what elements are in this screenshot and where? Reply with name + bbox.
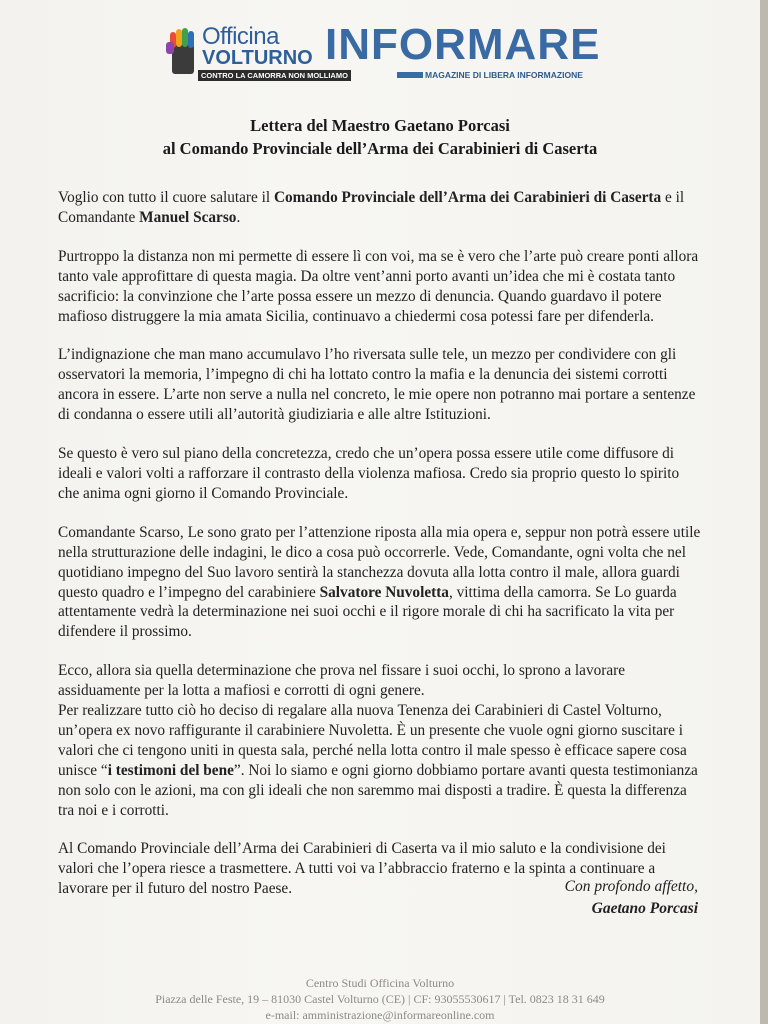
informare-logo [325, 20, 603, 84]
background-edge [760, 0, 768, 1024]
title-line-1: Lettera del Maestro Gaetano Porcasi [250, 116, 510, 135]
paragraph-2: Purtroppo la distanza non mi permette di essere lì con voi, ma se è vero che l’arte può creare ponti allora tanto vale approfittare di questa magia. Da oltre vent’anni porto avanti un’idea che mi è costata tanto sacrificio: la convinzione che l’arte possa essere un mezzo di denuncia. Quando guardavo il potere mafioso distruggere la mia amata Sicilia, continuavo a chiedermi cosa potessi fare per difenderla. [58, 247, 699, 325]
paragraph-3: L’indignazione che man mano accumulavo l’ho riversata sulle tele, un mezzo per condividere con gli osservatori la memoria, l’impegno di chi ha lottato contro la mafia e la denuncia dei sistemi corrotti ancora in essere. L’arte non serve a nulla nel concreto, le mie opere non potranno mai portare a sentenze di condanna o essere utili all’autorità giudiziaria e alle altre Istituzioni. [58, 346, 696, 424]
informare-underline [397, 72, 423, 78]
header-logos [164, 22, 604, 86]
letter-footer [0, 975, 760, 1023]
paragraph-7 [58, 701, 703, 820]
informare-word: INFORMARE [325, 20, 601, 69]
paragraph-8: Al Comando Provinciale dell’Arma dei Carabinieri di Caserta va il mio saluto e la condivisione dei valori che l’opera riesce a trasmettere. A tutti voi va l’abbraccio fraterno e la spinta a continuare a lavorare per il futuro del nostro Paese. [58, 840, 666, 898]
letter-title [0, 114, 760, 160]
paragraph-5 [58, 523, 703, 642]
p7-text-c: ”. Noi lo siamo e ogni giorno dobbiamo portare avanti questa testimonianza non solo con le azioni, ma con gli ideali che non saremmo mai disposti a tradire. È questa la differenza tra noi e i corrotti. [58, 761, 698, 819]
paragraph-1 [58, 188, 703, 228]
title-line-2: al Comando Provinciale dell’Arma dei Carabinieri di Caserta [162, 139, 598, 158]
letter-body [58, 188, 703, 918]
raised-fist-icon [166, 26, 200, 76]
p5-text-c: , vittima della camorra. Se Lo guarda attentamente vedrà la determinazione nei suoi occhi e il rigore morale di chi ha sacrificato la vita per difendere il prossimo. [58, 583, 677, 641]
officina-word: Officina [202, 23, 279, 50]
footer-org: Centro Studi Officina Volturno [305, 976, 455, 990]
p1-bold-command: Comando Provinciale dell’Arma dei Carabinieri di Caserta [273, 189, 662, 206]
p1-text-a: Voglio con tutto il cuore salutare il [58, 189, 274, 206]
p7-text-a: Per realizzare tutto ciò ho deciso di regalare alla nuova Tenenza dei Carabinieri di Castel Volturno, un’opera ex novo raffigurante il carabiniere Nuvoletta. È un presente che vuole ogni giorno suscitare i valori che ci tengono uniti in questa sala, perché nella lotta contro il male spesso è efficace sapere cosa unisce “ [58, 702, 687, 779]
p1-bold-commander: Manuel Scarso [139, 208, 237, 226]
signature-closing: Con profondo affetto, [564, 878, 698, 895]
p7-bold-quote: i testimoni del bene [107, 761, 234, 779]
paragraph-6: Ecco, allora sia quella determinazione che prova nel fissare i suoi occhi, lo sprono a lavorare assiduamente per la lotta a mafiosi e corrotti di ogni genere. [58, 662, 626, 700]
informare-subtitle: MAGAZINE DI LIBERA INFORMAZIONE [425, 70, 583, 80]
volturno-word: VOLTURNO [202, 47, 313, 69]
signature-name: Gaetano Porcasi [591, 900, 698, 917]
p1-text-c: e il Comandante [58, 189, 685, 226]
officina-tagline: CONTRO LA CAMORRA NON MOLLIAMO [198, 70, 351, 81]
paragraph-4: Se questo è vero sul piano della concretezza, credo che un’opera possa essere utile come diffusore di ideali e valori volti a rafforzare il contrasto della violenza mafiosa. Credo sia proprio questo lo spirito che anima ogni giorno il Comando Provinciale. [58, 445, 680, 502]
footer-email: e-mail: amministrazione@informareonline.com [265, 1008, 495, 1022]
p5-text-a: Comandante Scarso, Le sono grato per l’attenzione riposta alla mia opera e, seppur non potrà essere utile nella strutturazione delle indagini, le dico a cosa può occorrerle. Vede, Comandante, ogni volta che nel quotidiano impegno del Suo lavoro sentirà la stanchezza dovuta alla lotta contro il male, allora guardi questo quadro e l’impegno del carabiniere [58, 523, 701, 601]
signature-block [565, 876, 698, 920]
p5-bold-name: Salvatore Nuvoletta [319, 583, 449, 601]
footer-address: Piazza delle Feste, 19 – 81030 Castel Volturno (CE) | CF: 93055530617 | Tel. 0823 18 31 649 [155, 992, 605, 1006]
officina-volturno-logo [164, 22, 348, 84]
p1-text-e: . [236, 208, 241, 226]
